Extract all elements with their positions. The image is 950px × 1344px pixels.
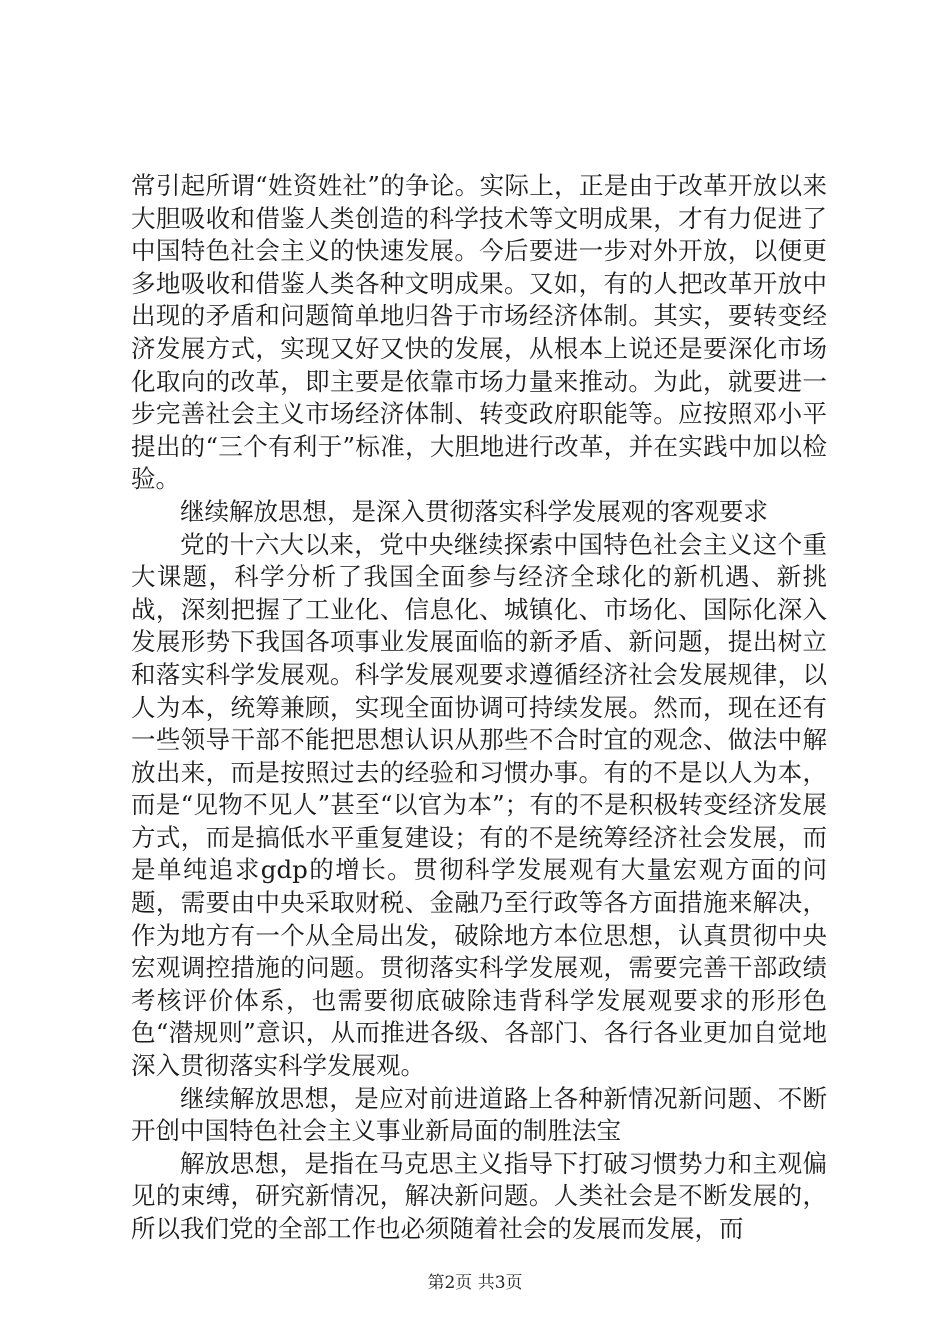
document-body [131,170,827,1246]
paragraph-body: 党的十六大以来，党中央继续探索中国特色社会主义这个重大课题，科学分析了我国全面参与经济全球化的新机遇、新挑战，深刻把握了工业化、信息化、城镇化、市场化、国际化深入发展形势下我国各项事业发展面临的新矛盾、新问题，提出树立和落实科学发展观。科学发展观要求遵循经济社会发展规律，以人为本，统筹兼顾，实现全面协调可持续发展。然而，现在还有一些领导干部不能把思想认识从那些不合时宜的观念、做法中解放出来，而是按照过去的经验和习惯办事。有的不是以人为本，而是“见物不见人”甚至“以官为本”；有的不是积极转变经济发展方式，而是搞低水平重复建设；有的不是统筹经济社会发展，而是单纯追求gdp的增长。贯彻科学发展观有大量宏观方面的问题，需要由中央采取财税、金融乃至行政等各方面措施来解决，作为地方有一个从全局出发，破除地方本位思想，认真贯彻中央宏观调控措施的问题。贯彻落实科学发展观，需要完善干部政绩考核评价体系，也需要彻底破除违背科学发展观要求的形形色色“潜规则”意识，从而推进各级、各部门、各行各业更加自觉地深入贯彻落实科学发展观。 [131,529,827,1081]
page-footer: 第2页 共3页 [427,1273,523,1293]
section-heading: 继续解放思想，是深入贯彻落实科学发展观的客观要求 [180,496,768,526]
paragraph-continuation: 常引起所谓“姓资姓社”的争论。实际上，正是由于改革开放以来大胆吸收和借鉴人类创造的科学技术等文明成果，才有力促进了中国特色社会主义的快速发展。今后要进一步对外开放，以便更多地吸收和借鉴人类各种文明成果。又如，有的人把改革开放中出现的矛盾和问题简单地归咎于市场经济体制。其实，要转变经济发展方式，实现又好又快的发展，从根本上说还是要深化市场化取向的改革，即主要是依靠市场力量来推动。为此，就要进一步完善社会主义市场经济体制、转变政府职能等。应按照邓小平提出的“三个有利于”标准，大胆地进行改革，并在实践中加以检验。 [131,171,827,494]
paragraph-body: 解放思想，是指在马克思主义指导下打破习惯势力和主观偏见的束缚，研究新情况，解决新问题。人类社会是不断发展的，所以我们党的全部工作也必须随着社会的发展而发展，而 [131,1148,827,1243]
section-heading: 继续解放思想，是应对前进道路上各种新情况新问题、不断开创中国特色社会主义事业新局面的制胜法宝 [131,1083,827,1146]
